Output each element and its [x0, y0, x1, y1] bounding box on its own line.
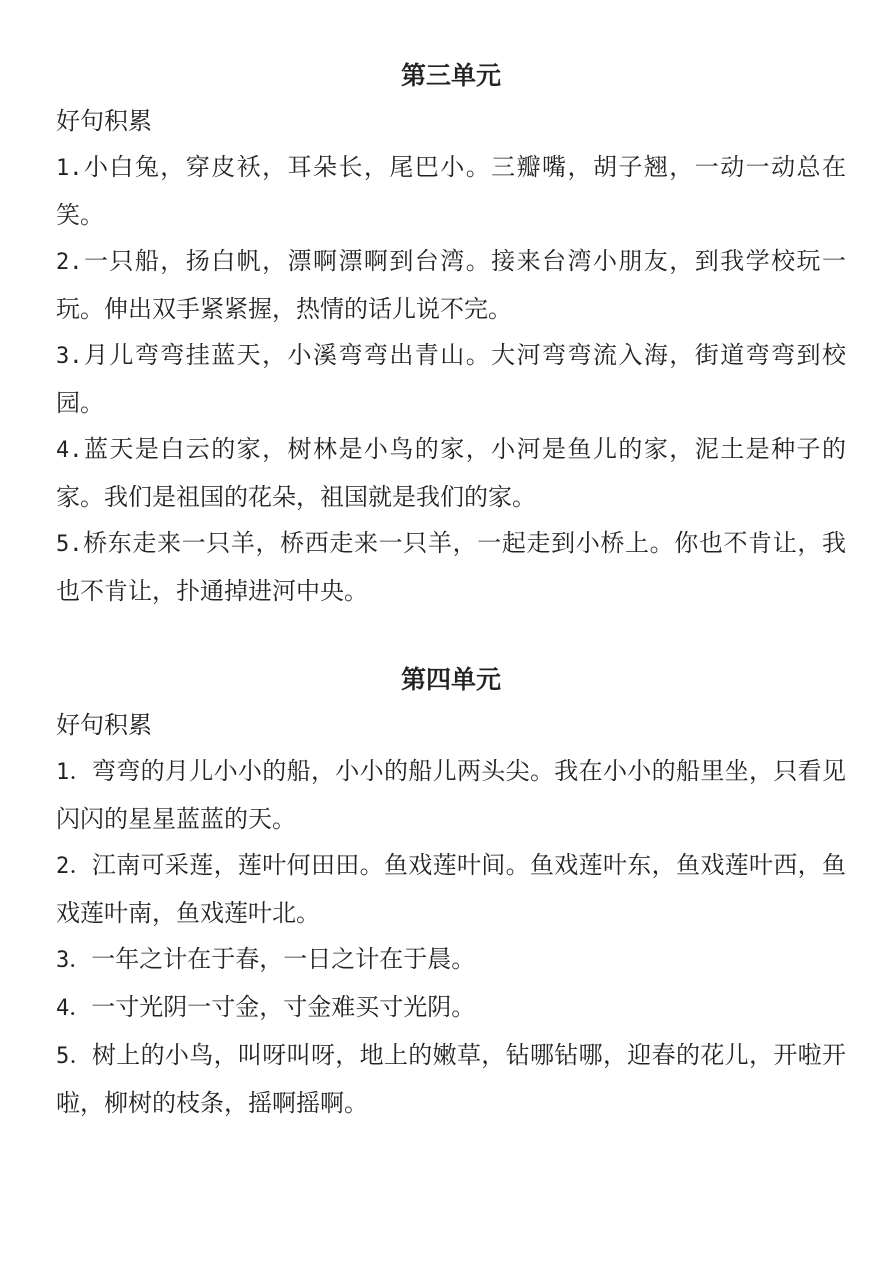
section-label: 好句积累	[56, 107, 152, 135]
sentence-number: 4.	[56, 438, 83, 463]
sentence-number: 2．	[56, 854, 92, 879]
sentence-text: 月儿弯弯挂蓝天，小溪弯弯出青山。大河弯弯流入海，街道弯弯到校园。	[56, 341, 846, 417]
sentence-item	[56, 936, 846, 984]
unit-four	[56, 658, 846, 1126]
sentence-text: 桥东走来一只羊，桥西走来一只羊，一起走到小桥上。你也不肯让，我也不肯让，扑通掉进河中央。	[56, 529, 846, 605]
sentence-item	[56, 1032, 846, 1126]
sentence-item	[56, 144, 846, 238]
sentence-number: 1.	[56, 156, 83, 181]
sentence-text: 一只船，扬白帆，漂啊漂啊到台湾。接来台湾小朋友，到我学校玩一玩。伸出双手紧紧握，热情的话儿说不完。	[56, 247, 846, 323]
document-page	[56, 54, 846, 1126]
unit-title: 第四单元	[400, 665, 501, 694]
sentence-item	[56, 426, 846, 520]
sentence-text: 蓝天是白云的家，树林是小鸟的家，小河是鱼儿的家，泥土是种子的家。我们是祖国的花朵，祖国就是我们的家。	[56, 435, 846, 511]
sentence-text: 江南可采莲，莲叶何田田。鱼戏莲叶间。鱼戏莲叶东，鱼戏莲叶西，鱼戏莲叶南，鱼戏莲叶北。	[56, 851, 846, 927]
sentence-text: 树上的小鸟，叫呀叫呀，地上的嫩草，钻哪钻哪，迎春的花儿，开啦开啦，柳树的枝条，摇啊摇啊。	[56, 1041, 846, 1117]
sentence-item	[56, 748, 846, 842]
sentence-text: 一年之计在于春，一日之计在于晨。	[91, 945, 476, 973]
sentence-number: 2.	[56, 250, 83, 275]
unit-title: 第三单元	[400, 61, 501, 90]
sentence-item	[56, 238, 846, 332]
sentence-number: 5.	[56, 532, 83, 557]
sentence-item	[56, 984, 846, 1032]
sentence-text: 弯弯的月儿小小的船，小小的船儿两头尖。我在小小的船里坐，只看见闪闪的星星蓝蓝的天。	[56, 757, 846, 833]
sentence-number: 1．	[56, 760, 92, 785]
sentence-item	[56, 332, 846, 426]
sentence-number: 5．	[56, 1044, 92, 1069]
sentence-text: 一寸光阴一寸金，寸金难买寸光阴。	[91, 993, 476, 1021]
sentence-item	[56, 520, 846, 614]
sentence-number: 3.	[56, 344, 83, 369]
sentence-text: 小白兔，穿皮袄，耳朵长，尾巴小。三瓣嘴，胡子翘，一动一动总在笑。	[56, 153, 846, 229]
sentence-number: 3．	[56, 948, 92, 973]
sentence-number: 4．	[56, 996, 92, 1021]
unit-three	[56, 54, 846, 614]
section-label: 好句积累	[56, 711, 152, 739]
sentence-item	[56, 842, 846, 936]
